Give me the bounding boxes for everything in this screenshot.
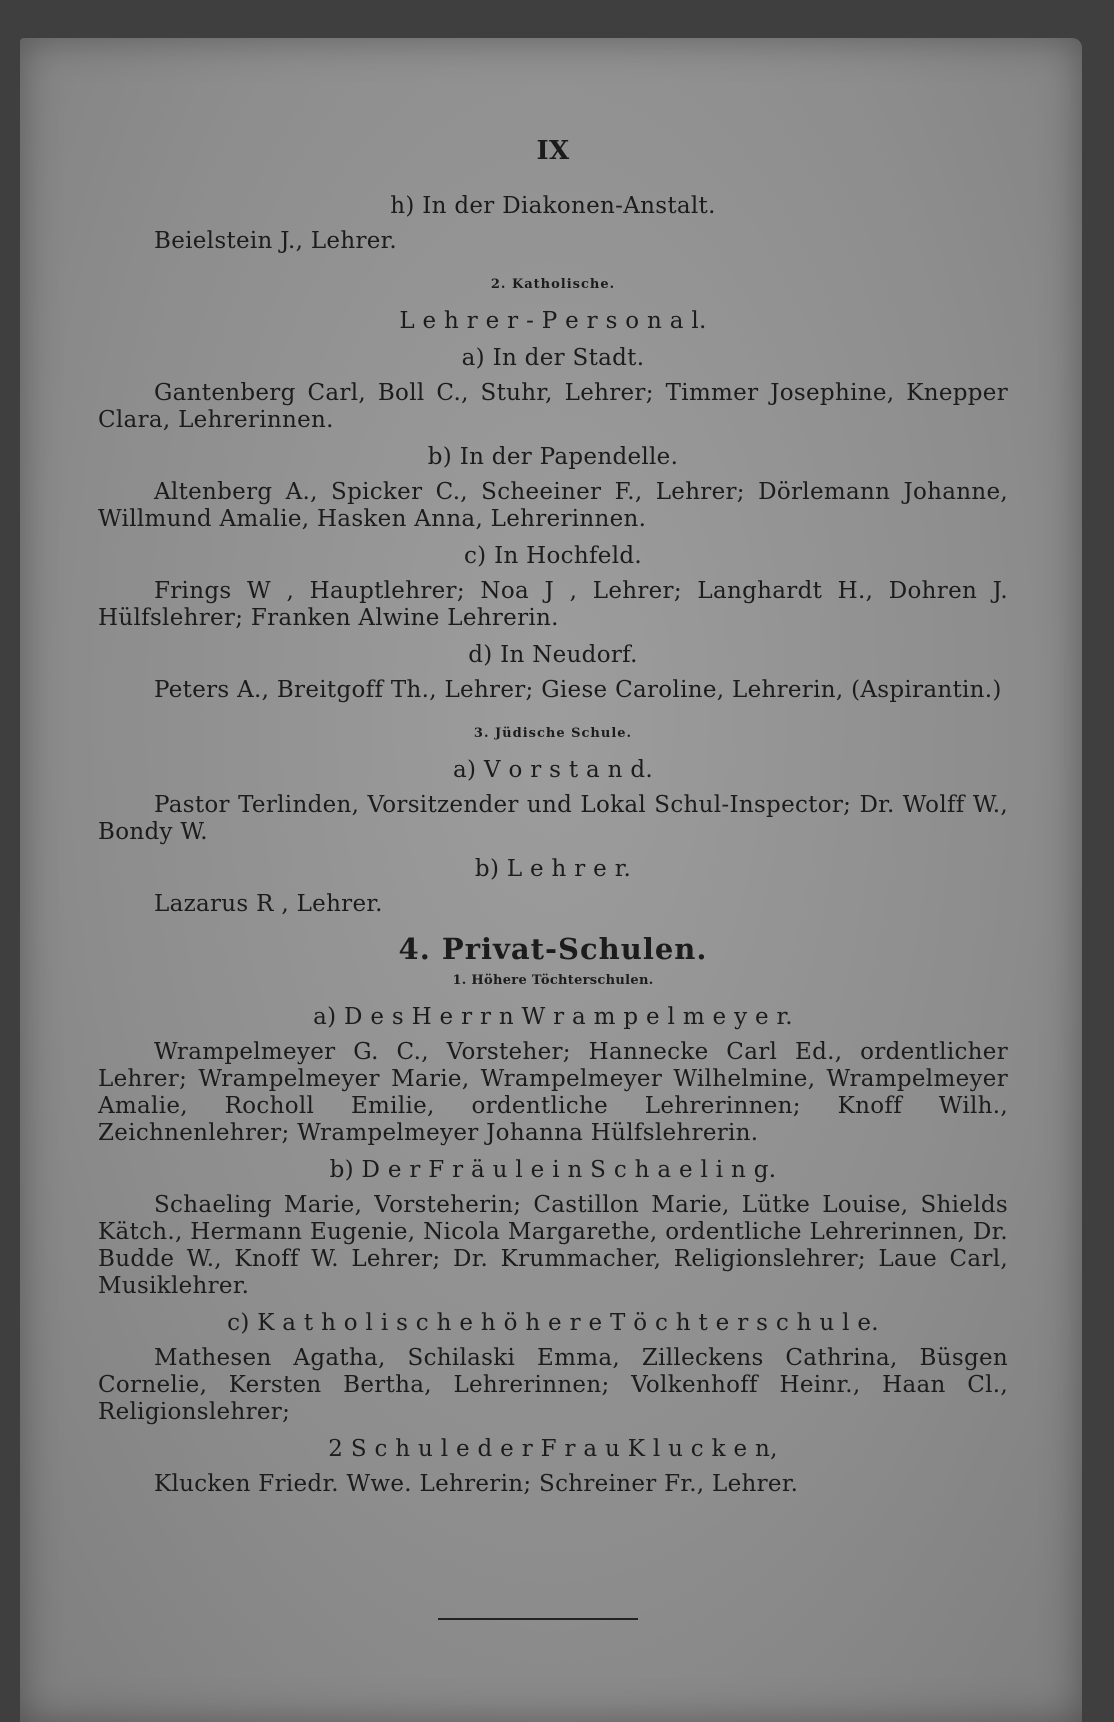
heading-vorstand: a) V o r s t a n d. [453, 757, 653, 783]
paragraph-schaeling: Schaeling Marie, Vorsteherin; Castillon Marie, Lütke Louise, Shields Kätch., Hermann Eugenie, Nicola Margarethe, ordentliche Lehrerinnen, Dr. Budde W., Knoff W. Lehrer; Dr. Krummacher, Religionslehrer; Laue Carl, Musiklehrer. [98, 1192, 1008, 1299]
heading-katholische-toechterschule: c) K a t h o l i s c h e h ö h e r e T ö c h t e r s c h u l e. [227, 1310, 879, 1336]
heading-schule-klucken: 2 S c h u l e d e r F r a u K l u c k e n, [328, 1436, 778, 1462]
paragraph-katholische-toechterschule: Mathesen Agatha, Schilaski Emma, Zilleckens Cathrina, Büsgen Cornelie, Kersten Bertha, Lehrerinnen; Volkenhoff Heinr., Haan Cl., Religionslehrer; [98, 1345, 1008, 1425]
page-text [98, 138, 1008, 1502]
heading-in-der-stadt: a) In der Stadt. [461, 345, 645, 371]
paragraph-lehrer: Lazarus R , Lehrer. [154, 891, 383, 917]
heading-privat-schulen: 4. Privat-Schulen. [398, 932, 708, 966]
section-label-juedische-schule: 3. Jüdische Schule. [473, 726, 633, 741]
heading-lehrer: b) L e h r e r. [474, 856, 632, 882]
section-label-katholische: 2. Katholische. [490, 277, 616, 292]
heading-lehrer-personal: L e h r e r - P e r s o n a l. [399, 308, 707, 334]
paragraph-hochfeld: Frings W , Hauptlehrer; Noa J , Lehrer; Langhardt H., Dohren J. Hülfslehrer; Franken Alwine Lehrerin. [98, 578, 1008, 631]
heading-diakonen-anstalt: h) In der Diakonen-Anstalt. [390, 193, 716, 219]
paragraph-wrampelmeyer: Wrampelmeyer G. C., Vorsteher; Hannecke Carl Ed., ordentlicher Lehrer; Wrampelmeyer Marie, Wrampelmeyer Wilhelmine, Wrampelmeyer Amalie, Rocholl Emilie, ordentliche Lehrerinnen; Knoff Wilh., Zeichnenlehrer; Wrampelmeyer Johanna Hülfslehrerin. [98, 1039, 1008, 1146]
page-number: IX [536, 136, 570, 166]
paragraph-schule-klucken: Klucken Friedr. Wwe. Lehrerin; Schreiner Fr., Lehrer. [154, 1471, 799, 1497]
paragraph-papendelle: Altenberg A., Spicker C., Scheeiner F., Lehrer; Dörlemann Johanne, Willmund Amalie, Hasken Anna, Lehrerinnen. [98, 479, 1008, 532]
heading-neudorf: d) In Neudorf. [468, 642, 638, 668]
heading-wrampelmeyer: a) D e s H e r r n W r a m p e l m e y e r. [313, 1004, 793, 1030]
paragraph-in-der-stadt: Gantenberg Carl, Boll C., Stuhr, Lehrer; Timmer Josephine, Knepper Clara, Lehrerinnen. [98, 380, 1008, 433]
document-page [20, 38, 1082, 1722]
paragraph-diakonen-anstalt: Beielstein J., Lehrer. [154, 228, 398, 254]
heading-schaeling: b) D e r F r ä u l e i n S c h a e l i n g. [329, 1157, 777, 1183]
closing-rule [438, 1618, 638, 1620]
heading-hochfeld: c) In Hochfeld. [464, 543, 642, 569]
heading-papendelle: b) In der Papendelle. [427, 444, 679, 470]
section-label-hoehere-toechterschulen: 1. Höhere Töchterschulen. [452, 973, 654, 988]
paragraph-neudorf: Peters A., Breitgoff Th., Lehrer; Giese Caroline, Lehrerin, (Aspirantin.) [154, 677, 1002, 703]
paragraph-vorstand: Pastor Terlinden, Vorsitzender und Lokal Schul-Inspector; Dr. Wolff W., Bondy W. [98, 792, 1008, 845]
